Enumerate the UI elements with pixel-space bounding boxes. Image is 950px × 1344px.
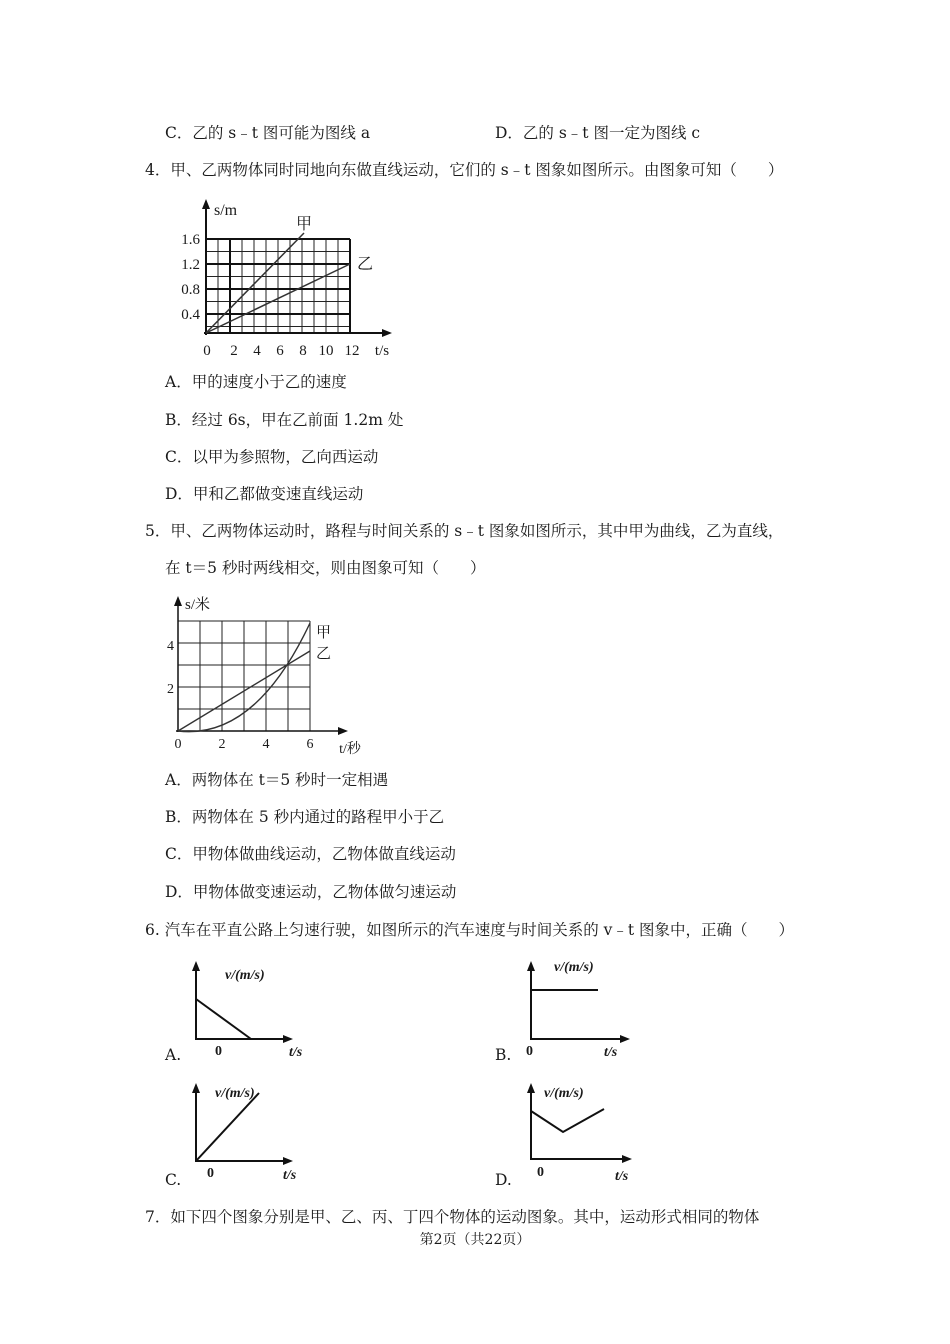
q4-xtick: 12 (344, 343, 360, 359)
q6-graph-a-line (196, 999, 251, 1039)
q6-graph-c-line (196, 1093, 259, 1161)
q4-line-label-yi: 乙 (357, 256, 374, 273)
q4-xtick: 8 (299, 343, 307, 359)
q5-xtick: 2 (218, 737, 226, 752)
q4-option-d: D．甲和乙都做变速直线运动 (165, 485, 364, 503)
q5-xtick: 6 (306, 737, 314, 752)
q4-st-graph (160, 195, 410, 365)
q4-xtick: 4 (253, 343, 261, 359)
page-footer: 第2页（共22页） (419, 1232, 531, 1248)
q4-ylabel: s/m (214, 202, 238, 219)
q6-option-b-letter: B. (495, 1046, 512, 1064)
q4-xlabel: t/s (374, 343, 390, 359)
q5-xtick: 0 (174, 737, 182, 752)
q5-line-label-jia: 甲 (316, 625, 332, 641)
q7-stem: 7．如下四个图象分别是甲、乙、丙、丁四个物体的运动图象。其中，运动形式相同的物体 (145, 1208, 760, 1226)
q5-option-d: D．甲物体做变速运动，乙物体做匀速运动 (165, 883, 457, 901)
q6-graph-d-ylabel: v/(m/s) (544, 1086, 584, 1101)
q6-graph-d-origin: 0 (537, 1165, 544, 1180)
q3-option-d: D．乙的 s﹣t 图一定为图线 c (495, 124, 701, 142)
q4-xtick: 6 (276, 343, 284, 359)
q6-graph-b-ylabel: v/(m/s) (554, 960, 594, 975)
q6-option-d-letter: D. (495, 1171, 512, 1189)
q4-option-b: B．经过 6s，甲在乙前面 1.2m 处 (165, 411, 404, 429)
q4-ytick: 0.4 (181, 307, 200, 323)
q4-option-c: C．以甲为参照物，乙向西运动 (165, 448, 379, 466)
q6-graph-c-xlabel: t/s (283, 1168, 297, 1183)
q5-xtick: 4 (262, 737, 270, 752)
q6-graph-a-xlabel: t/s (289, 1045, 303, 1060)
q4-line-jia (206, 233, 304, 333)
q4-xtick: 10 (318, 343, 334, 359)
q6-graph-d-xlabel: t/s (615, 1169, 629, 1184)
q5-stem-line2: 在 t＝5 秒时两线相交，则由图象可知（ ） (165, 559, 486, 577)
q4-stem: 4．甲、乙两物体同时同地向东做直线运动，它们的 s﹣t 图象如图所示。由图象可知（ ） (145, 161, 784, 179)
q5-option-b: B．两物体在 5 秒内通过的路程甲小于乙 (165, 808, 445, 826)
q4-xtick: 2 (230, 343, 238, 359)
q6-graph-d-line (531, 1109, 604, 1132)
q5-option-a: A．两物体在 t＝5 秒时一定相遇 (165, 771, 389, 789)
q5-ytick: 2 (167, 682, 174, 697)
q5-st-graph (160, 590, 380, 760)
q4-line-label-jia: 甲 (296, 216, 313, 233)
q6-option-a-letter: A. (165, 1046, 182, 1064)
q4-ytick: 0.8 (181, 282, 200, 298)
q4-xtick: 0 (203, 343, 211, 359)
q4-ytick: 1.2 (181, 257, 200, 273)
q5-ytick: 4 (167, 639, 174, 654)
q6-graph-b (520, 955, 660, 1065)
q3-option-c: C．乙的 s﹣t 图可能为图线 a (165, 124, 371, 142)
q6-graph-a (185, 955, 325, 1065)
q5-ylabel: s/米 (185, 597, 211, 613)
q4-option-a: A．甲的速度小于乙的速度 (165, 373, 347, 391)
q4-ytick: 1.6 (181, 232, 200, 248)
q6-graph-d (520, 1075, 660, 1185)
q5-xlabel: t/秒 (339, 742, 361, 757)
q6-graph-c-ylabel: v/(m/s) (215, 1086, 255, 1101)
q6-stem: 6. 汽车在平直公路上匀速行驶，如图所示的汽车速度与时间关系的 v﹣t 图象中，正确（ ） (145, 921, 795, 939)
q5-option-c: C．甲物体做曲线运动，乙物体做直线运动 (165, 845, 456, 863)
q6-graph-b-xlabel: t/s (604, 1045, 618, 1060)
q6-graph-a-ylabel: v/(m/s) (225, 968, 265, 983)
q6-graph-b-origin: 0 (526, 1044, 533, 1059)
q5-stem-line1: 5．甲、乙两物体运动时，路程与时间关系的 s﹣t 图象如图所示，其中甲为曲线，乙为直线， (145, 522, 784, 540)
q6-graph-a-origin: 0 (215, 1044, 222, 1059)
q5-line-label-yi: 乙 (316, 646, 332, 662)
q6-option-c-letter: C. (165, 1171, 182, 1189)
q6-graph-c-origin: 0 (207, 1166, 214, 1181)
q6-graph-c (185, 1075, 325, 1185)
